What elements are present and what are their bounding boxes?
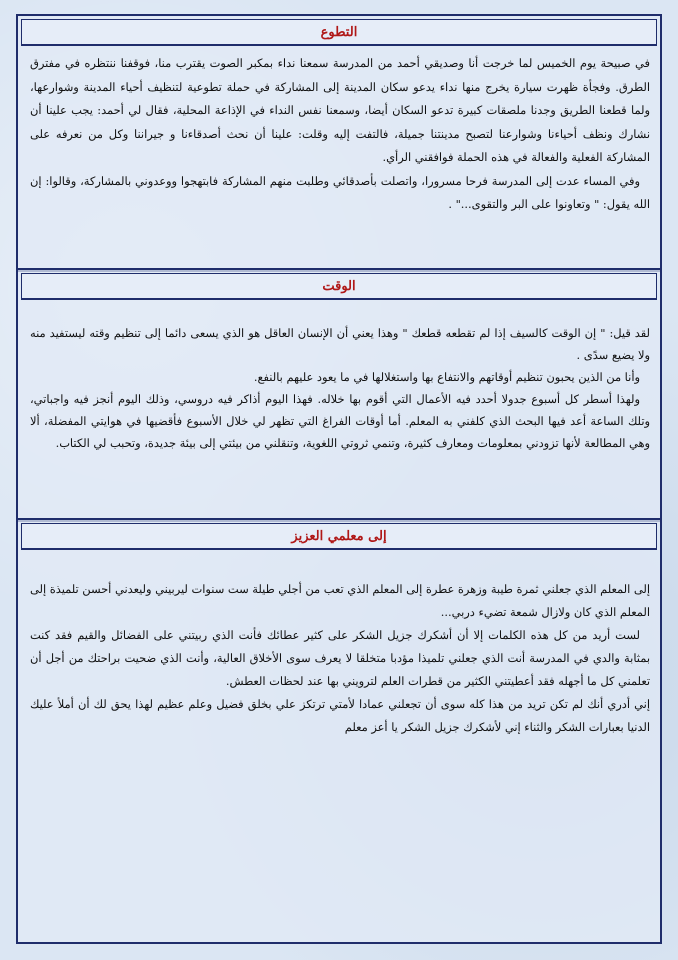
section-body [18, 46, 660, 217]
paragraph: إني أدري أنك لم تكن تريد من هذا كله سوى أن تجعلني عمادا لأمتي ترتكز علي بخلق فضيل وعلم عظيم لهذا يحق لك أن أملأ عليك الدنيا بعبارات الشكر والثناء إني لأشكرك جزيل الشكر يا أعز معلم [30, 697, 650, 734]
section-title: إلى معلمي العزيز [291, 528, 387, 544]
paragraph: لست أريد من كل هذه الكلمات إلا أن أشكرك جزيل الشكر على كثير عطائك فأنت الذي ربيتني على الفضائل والقيم فقد كنت بمثابة والدي في المدرسة أنت الذي جعلني تلميذا مؤدبا متخلقا لا يعرف سوى الأخلاق العالية، وأنت الذي ضحيت براحتك من أجل أن تعلمني كل ما أجهله فقد أعطيتني الكثير من قطرات العلم لترويني بها عند لحظات العطش. [30, 628, 650, 688]
section-body [18, 550, 660, 739]
section-volunteering [16, 14, 662, 272]
section-time [16, 268, 662, 522]
paragraph: وفي المساء عدت إلى المدرسة فرحا مسرورا، واتصلت بأصدقائي وطلبت منهم المشاركة فابتهجوا ووعدوني بالمشاركة، وقالوا: إن الله يقول: " وتعاونوا على البر والتقوى..." . [30, 173, 650, 211]
section-title-bar [21, 19, 657, 46]
paragraph: وأنا من الذين يحبون تنظيم أوقاتهم والانتفاع بها واستغلالها في ما يعود عليهم بالنفع. [253, 370, 640, 384]
section-title: التطوع [320, 24, 358, 40]
paragraph: لقد قيل: " إن الوقت كالسيف إذا لم تقطعه قطعك " وهذا يعني أن الإنسان العاقل هو الذي يسعى دائما إلى تنظيم وقته ليستفيد منه ولا يضيع سدًى . [30, 326, 650, 362]
section-body [18, 300, 660, 454]
section-dear-teacher [16, 518, 662, 944]
paragraph: إلى المعلم الذي جعلني ثمرة طيبة وزهرة عطرة إلى المعلم الذي تعب من أجلي طيلة ست سنوات ليربيني وليعدني أحسن تلميذة إلى المعلم الذي كان ولازال شمعة تضيء دربي... [30, 582, 650, 619]
paragraph: في صبيحة يوم الخميس لما خرجت أنا وصديقي أحمد من المدرسة سمعنا نداء بمكبر الصوت يقترب منا، فوقفنا ننتظره في مفترق الطرق. وفجأة ظهرت سيارة يخرج منها نداء يدعو سكان المدينة إلى المشاركة في حملة تطوعية لتنظيف أحياء المدينة وشوارعها، ولما قطعنا الطريق وجدنا ملصقات كبيرة تدعو السكان أيضا، وسمعنا نفس النداء في الإذاعة المحلية، فقال لي أحمد: يجب علينا أن نشارك ونظف أحياءنا وشوارعنا لتصبح مدينتنا جميلة، فالتفت إليه وقلت: علينا أن نحث أصدقاءنا و جيراننا وكل من نعرفه على المشاركة الفعلية والفعالة في هذه الحملة فوافقني الرأي. [30, 56, 650, 164]
section-title-bar [21, 523, 657, 550]
section-title: الوقت [322, 278, 356, 294]
paragraph: ولهذا أسطر كل أسبوع جدولا أحدد فيه الأعمال التي أقوم بها خلاله. فهذا اليوم أذاكر فيه دروسي، وذلك اليوم أنجز فيه واجباتي، وتلك الساعة أعد فيها البحث الذي كلفني به المعلم. أما أوقات الفراغ التي تظهر لي خلال الأسبوع فأقضيها في هوايتي المفضلة، ألا وهي المطالعة لأنها تزودني بمعلومات ومعارف كثيرة، وتنمي ثروتي اللغوية، وتنقلني من بيئتي إلى بيئة جديدة، وتحبب لي الكتاب. [30, 392, 650, 450]
section-title-bar [21, 273, 657, 300]
